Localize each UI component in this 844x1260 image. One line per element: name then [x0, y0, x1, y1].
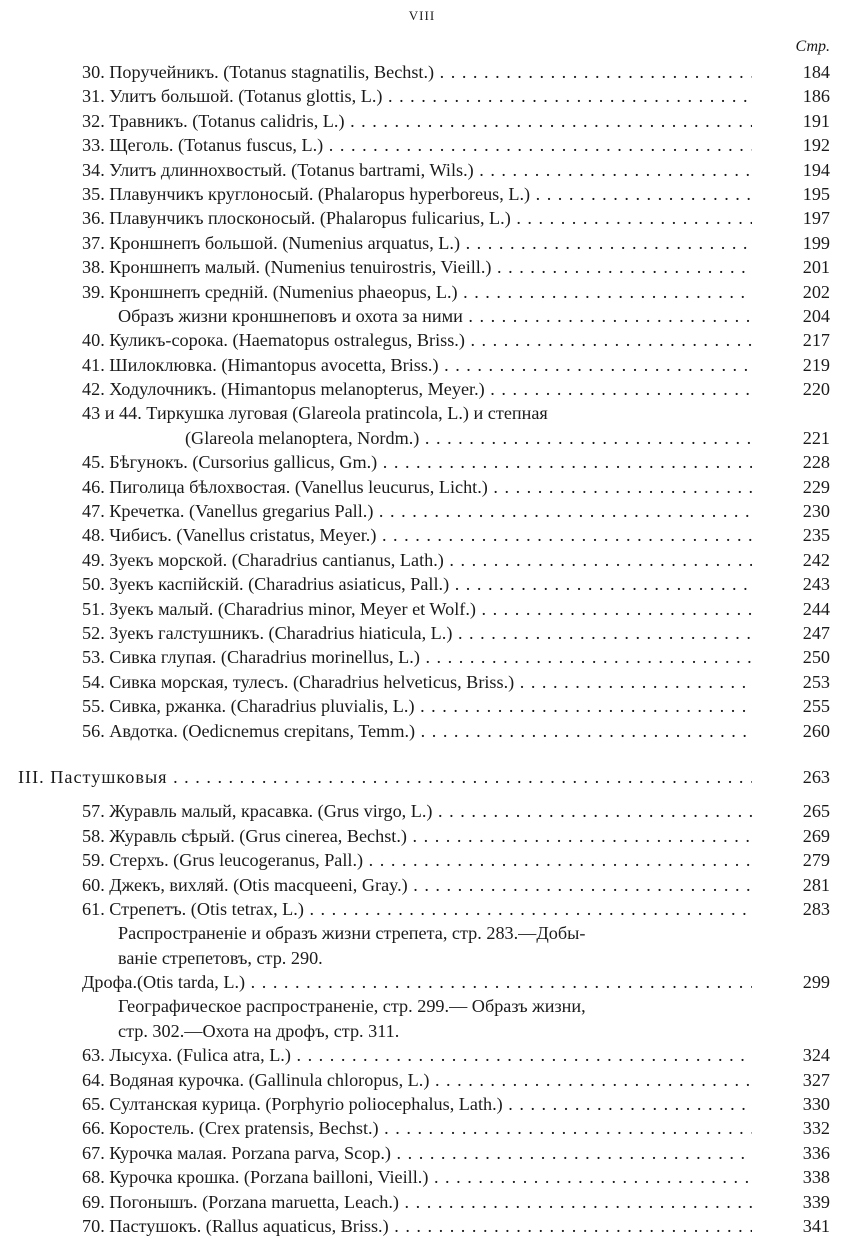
- toc-entry: [0, 158, 844, 182]
- toc-entry-page: 191: [760, 109, 830, 133]
- toc-entry-page: 338: [760, 1165, 830, 1189]
- toc-entry-page: 242: [760, 548, 830, 572]
- toc-entry-label: 31. Улитъ большой. (Totanus glottis, L.) . . .: [82, 84, 752, 108]
- toc-entry-page: 195: [760, 182, 830, 206]
- toc-entry-page: 221: [760, 426, 830, 450]
- toc-entry-page: 229: [760, 475, 830, 499]
- toc-entry: [0, 450, 844, 474]
- toc-entry: [0, 799, 844, 823]
- toc-entry-label: 69. Погонышъ. (Porzana maruetta, Leach.) . . .: [82, 1190, 752, 1214]
- toc-entry-page: 244: [760, 597, 830, 621]
- toc-entry-label: 40. Куликъ-сорока. (Haematopus ostralegus, Briss.) . . .: [82, 328, 752, 352]
- toc-entry: [0, 353, 844, 377]
- toc-entry-page: 324: [760, 1043, 830, 1067]
- toc-entry-label: 47. Кречетка. (Vanellus gregarius Pall.) . . .: [82, 499, 752, 523]
- toc-entry-label: 45. Бѣгунокъ. (Cursorius gallicus, Gm.) . . .: [82, 450, 752, 474]
- toc-entry: [0, 621, 844, 645]
- toc-entry-page: 279: [760, 848, 830, 872]
- toc-entry: [0, 475, 844, 499]
- toc-entry-page: 265: [760, 799, 830, 823]
- toc-entry: [0, 548, 844, 572]
- toc-entry: [0, 304, 844, 328]
- toc-entry: [0, 1068, 844, 1092]
- toc-entry: [0, 401, 844, 425]
- toc-entry-page: 202: [760, 280, 830, 304]
- toc-entry-page: 281: [760, 873, 830, 897]
- toc-entry: [0, 1214, 844, 1238]
- toc-entry-page: 341: [760, 1214, 830, 1238]
- toc-entry-label: Дрофа.(Otis tarda, L.) . . .: [82, 970, 752, 994]
- toc-entry: [0, 572, 844, 596]
- toc-entry-label: ваніе стрепетовъ, стр. 290.: [118, 947, 323, 968]
- toc-entry-page: 299: [760, 970, 830, 994]
- toc-entry: [0, 84, 844, 108]
- toc-entry: [0, 994, 844, 1018]
- toc-entry: [0, 897, 844, 921]
- toc-entry: [0, 60, 844, 84]
- toc-entry-page: 199: [760, 231, 830, 255]
- toc-entry-label: 53. Сивка глупая. (Charadrius morinellus, L.) . . .: [82, 645, 752, 669]
- toc-entry: [0, 328, 844, 352]
- toc-entry-page: 336: [760, 1141, 830, 1165]
- toc-entry: [0, 523, 844, 547]
- toc-entry-label: Распространеніе и образъ жизни стрепета, стр. 283.—Добы-: [118, 923, 586, 944]
- toc-entry: [0, 694, 844, 718]
- toc-entry: [0, 970, 844, 994]
- toc-entry-page: 327: [760, 1068, 830, 1092]
- toc-entry: [0, 377, 844, 401]
- toc-entry-label: 46. Пиголица бѣлохвостая. (Vanellus leucurus, Licht.) . . .: [82, 475, 752, 499]
- toc-entry: [0, 231, 844, 255]
- toc-entry: [0, 1190, 844, 1214]
- toc-entry-page: 219: [760, 353, 830, 377]
- toc-entry: [0, 645, 844, 669]
- toc-entry-page: 332: [760, 1116, 830, 1140]
- toc-entry-page: 250: [760, 645, 830, 669]
- toc-entry-label: 35. Плавунчикъ круглоносый. (Phalaropus hyperboreus, L.) . . .: [82, 182, 752, 206]
- toc-entry-page: 253: [760, 670, 830, 694]
- toc-entry-page: 186: [760, 84, 830, 108]
- toc-entry-label: 63. Лысуха. (Fulica atra, L.) . . .: [82, 1043, 752, 1067]
- toc-entry-page: 194: [760, 158, 830, 182]
- toc-entry-page: 263: [760, 765, 830, 789]
- toc-entry-label: (Glareola melanoptera, Nordm.) . . .: [185, 426, 752, 450]
- toc-entry-page: 201: [760, 255, 830, 279]
- toc-entry-label: 59. Стерхъ. (Grus leucogeranus, Pall.) . . .: [82, 848, 752, 872]
- toc-entry: [0, 597, 844, 621]
- toc-entry-label: 58. Журавль сѣрый. (Grus cinerea, Bechst.) . . .: [82, 824, 752, 848]
- toc-entry-label: 66. Коростель. (Crex pratensis, Bechst.) . . .: [82, 1116, 752, 1140]
- toc-entry-page: 283: [760, 897, 830, 921]
- toc-entry-page: 184: [760, 60, 830, 84]
- toc-entry-page: 204: [760, 304, 830, 328]
- toc-entry-page: 235: [760, 523, 830, 547]
- toc-entry: [0, 719, 844, 743]
- toc-entry: [0, 255, 844, 279]
- toc-entry: [0, 873, 844, 897]
- table-of-contents: [0, 60, 844, 1238]
- toc-entry: [0, 1116, 844, 1140]
- toc-entry: [0, 1092, 844, 1116]
- toc-entry-label: 56. Авдотка. (Oedicnemus crepitans, Temm.) . . .: [82, 719, 752, 743]
- toc-entry-label: 50. Зуекъ каспійскій. (Charadrius asiaticus, Pall.) . . .: [82, 572, 752, 596]
- toc-entry-page: 260: [760, 719, 830, 743]
- toc-entry-label: 68. Курочка крошка. (Porzana bailloni, Vieill.) . . .: [82, 1165, 752, 1189]
- page-column-label: Стр.: [795, 38, 830, 55]
- toc-entry: [0, 499, 844, 523]
- toc-entry: [0, 670, 844, 694]
- toc-entry-label: 33. Щеголь. (Totanus fuscus, L.) . . .: [82, 133, 752, 157]
- toc-entry-page: 197: [760, 206, 830, 230]
- toc-entry: [0, 426, 844, 450]
- toc-entry: [0, 133, 844, 157]
- toc-entry-label: 67. Курочка малая. Porzana parva, Scop.) . . .: [82, 1141, 752, 1165]
- toc-entry-page: 228: [760, 450, 830, 474]
- toc-entry-label: 39. Кроншнепъ средній. (Numenius phaeopus, L.) . . .: [82, 280, 752, 304]
- toc-entry: [0, 206, 844, 230]
- toc-entry-page: 217: [760, 328, 830, 352]
- toc-entry: [0, 824, 844, 848]
- toc-entry-label: 64. Водяная курочка. (Gallinula chloropus, L.) . . .: [82, 1068, 752, 1092]
- toc-entry: [0, 109, 844, 133]
- toc-entry-label: 70. Пастушокъ. (Rallus aquaticus, Briss.) . . .: [82, 1214, 752, 1238]
- toc-entry-label: 36. Плавунчикъ плосконосый. (Phalaropus fulicarius, L.) . . .: [82, 206, 752, 230]
- toc-entry-page: 243: [760, 572, 830, 596]
- toc-entry: [0, 848, 844, 872]
- toc-entry-label: 41. Шилоклювка. (Himantopus avocetta, Briss.) . . .: [82, 353, 752, 377]
- toc-entry-page: 230: [760, 499, 830, 523]
- toc-entry: [0, 280, 844, 304]
- toc-entry-label: 42. Ходулочникъ. (Himantopus melanopterus, Meyer.) . . .: [82, 377, 752, 401]
- toc-entry-label: III. Пастушковыя . . .: [18, 765, 752, 789]
- toc-entry-page: 255: [760, 694, 830, 718]
- toc-entry: [0, 1141, 844, 1165]
- toc-entry-label: 34. Улитъ длиннохвостый. (Totanus bartrami, Wils.) . . .: [82, 158, 752, 182]
- toc-entry-label: 65. Султанская курица. (Porphyrio poliocephalus, Lath.) . . .: [82, 1092, 752, 1116]
- toc-entry: [0, 1019, 844, 1043]
- toc-entry-page: 192: [760, 133, 830, 157]
- toc-entry: [0, 946, 844, 970]
- toc-entry-label: Географическое распространеніе, стр. 299.— Образъ жизни,: [118, 996, 586, 1017]
- toc-entry: [0, 1165, 844, 1189]
- toc-entry-label: 48. Чибисъ. (Vanellus cristatus, Meyer.) . . .: [82, 523, 752, 547]
- toc-entry-label: стр. 302.—Охота на дрофъ, стр. 311.: [118, 1020, 400, 1041]
- toc-entry-label: 38. Кроншнепъ малый. (Numenius tenuirostris, Vieill.) . . .: [82, 255, 752, 279]
- toc-entry: [0, 182, 844, 206]
- page-number: VIII: [408, 8, 436, 23]
- toc-entry-label: 60. Джекъ, вихляй. (Otis macqueeni, Gray.) . . .: [82, 873, 752, 897]
- toc-entry-label: Образъ жизни кроншнеповъ и охота за ними . . .: [118, 304, 752, 328]
- toc-entry-label: 57. Журавль малый, красавка. (Grus virgo, L.) . . .: [82, 799, 752, 823]
- toc-entry-label: 49. Зуекъ морской. (Charadrius cantianus, Lath.) . . .: [82, 548, 752, 572]
- toc-entry-label: 55. Сивка, ржанка. (Charadrius pluvialis, L.) . . .: [82, 694, 752, 718]
- toc-entry: [0, 921, 844, 945]
- toc-entry-label: 61. Стрепетъ. (Otis tetrax, L.) . . .: [82, 897, 752, 921]
- toc-entry-page: 220: [760, 377, 830, 401]
- toc-entry-label: 32. Травникъ. (Totanus calidris, L.) . . .: [82, 109, 752, 133]
- toc-entry: [0, 1043, 844, 1067]
- toc-entry-label: 54. Сивка морская, тулесъ. (Charadrius helveticus, Briss.) . . .: [82, 670, 752, 694]
- toc-entry-page: 339: [760, 1190, 830, 1214]
- toc-entry-page: 269: [760, 824, 830, 848]
- toc-entry-page: 247: [760, 621, 830, 645]
- toc-entry-label: 52. Зуекъ галстушникъ. (Charadrius hiaticula, L.) . . .: [82, 621, 752, 645]
- toc-entry-page: 330: [760, 1092, 830, 1116]
- toc-entry-label: 51. Зуекъ малый. (Charadrius minor, Meyer et Wolf.) . . .: [82, 597, 752, 621]
- toc-entry-label: 37. Кроншнепъ большой. (Numenius arquatus, L.) . . .: [82, 231, 752, 255]
- toc-entry-label: 30. Поручейникъ. (Totanus stagnatilis, Bechst.) . . .: [82, 60, 752, 84]
- toc-section-heading: [0, 765, 844, 789]
- toc-entry-label: 43 и 44. Тиркушка луговая (Glareola pratincola, L.) и степная: [82, 403, 548, 424]
